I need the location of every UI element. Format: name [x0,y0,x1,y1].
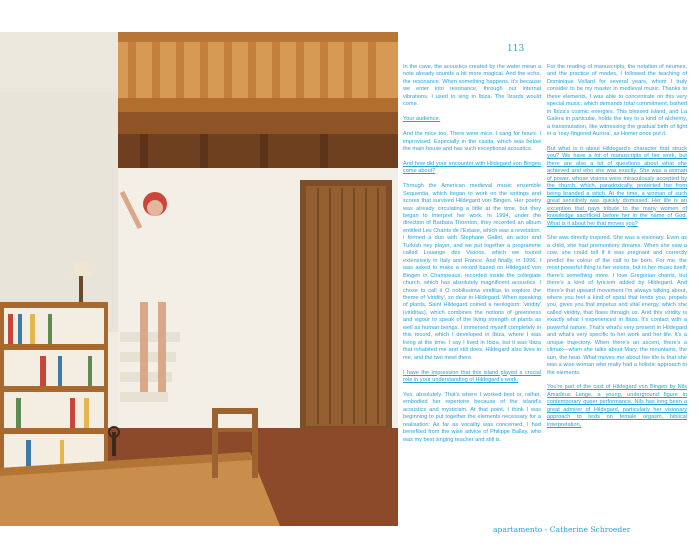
text-column-left [403,64,541,451]
answer-paragraph: Yes, absolutely. That's where I worked best or, rather, embodied her repertoire because of the island's acoustics and mysticism. At that point, I think I was beginning to put together the elements necessary for a realisation: As far as vocality was concerned, I had benefited from the wise advice of Philippe Ballay, who was my best singing teacher and still is. [403,391,541,443]
question-paragraph: And how did your encounter with Hildegard von Bingen come about? [403,160,541,175]
question-paragraph: I have the impression that this island played a crucial role in your understanding of Hildegard's work. [403,369,541,383]
bookshelf [0,302,108,482]
question-paragraph: You're part of the cast of Hildegard von Bingen by Nils Amadeus Lange, a young, underground figure in contemporary queer performance. Nils has long been a great admirer of Hildegard, particularly her visionary approach to texts on female orgasm, biblical interpretation, [547,384,687,428]
answer-paragraph: She was directly inspired. She was a visionary. Even as a child, she had premonitory dreams. When she saw a cow, she could tell if it was pregnant and correctly predict the colour of the calf to be born. For me, the most powerful thing is her visions, but in her music itself, there's something more. I love Gregorian chants, but there's a kind of lyricism added by Hildegard. And there's that upward movement I'm always talking about, where you feel a kind of spiral that lends you, propels you, gives you that impetus and vital energy, which she called viridity, that flows through us. And this viridity is exactly what I experienced in Ibiza. It's contact with a powerful nature. That's what's very present in Hildegard and what's very specific to her work and her life. It's a unique trajectory. When there's an ascent, there's a climax—when she talks about Mary, the mountains, the sun, the heat. What moves me about her life is that she was a wise woman who really had a holistic approach to the elements. [547,235,687,376]
question-paragraph: But what is it about Hildegard's character that struck you? We have a lot of manuscripts of her work, but there are also a lot of questions about what she achieved and who she was exactly. She was a woman of power, whose visions were miraculously accepted by the church, which, paradoxically, protected her from being branded a witch. At the time, a woman of such great sensitivity was quickly dismissed. Her life is an exception that pays tribute to the many women of knowledge sacrificed before her in the name of God. What is it about her that moves you? [547,145,687,227]
question-paragraph: Your audience. [403,116,441,123]
answer-paragraph: For the reading of manuscripts, the notation of neumes, and the practice of modes, I followed the teaching of Dominique Vellard for several years, whom I truly consider to be my master in medieval music. Thanks to these elements, I was able to concentrate on this very special music, which demands total commitment, bathed in Ibiza's cosmic energies. This blessed island, and La Galera in particular, holds the key to a kind of alchemy, a transmutation, like witnessing the gradual birth of light in a 'rosy-fingered Aurora', as Homer once put it. [547,64,687,138]
interior-photograph [0,32,398,526]
wooden-door [300,180,392,430]
page-footer: apartamento - Catherine Schroeder [493,525,631,534]
answer-paragraph: And the mice too. There were mice. I sang for hours. I improvised. Especially in the casita, which was below the main house and has such exceptional acoustics. [403,131,541,152]
interior-scene-illustration [0,32,398,526]
answer-paragraph: Through the American medieval music ensemble Sequentia, which began to work on the writings and scores that survived Hildegard von Bingen. Her poetry was already circulating a little at the time, but they began to interpret her work. In 1994, under the direction of Barbara Thornton, they recorded an album entitled Les Chants de l'Extase, which was a revelation. I formed a duo with Stephane Gallet, an actor and Turkish ney player, and we put together a programme called Louange des Visions, which we toured extensively in Italy and France. And finally, in 1996, I was asked to make a record based on Hildegard von Bingen in Champeaux, recorded inside the collegiate church, which has absolutely magnificent acoustics. I chose to call it O nobilissima viriditas to explore the theme of 'viridity', so dear to Hildegard. When speaking of plants, Saint Hildegard coined a neologism: 'viridity' (viriditas), which combines the notions of greenness and vigour to speak of the living strength of plants as well as human beings. I immersed myself completely in this record, which I developed in Ibiza, where I was living at the time. I say I lived in Ibiza, but it was Ibiza that inhabited me and still does. Hildegard also lives in me, and the two meet there. [403,183,541,361]
page-number: 113 [507,44,525,54]
wooden-mezzanine [118,32,398,168]
answer-paragraph: In the cave, the acoustics created by the water mean a note already sounds a bit more magical. And the echo, the resonance. When something happens, it's because we enter into resonance, through our internal vibrations. I used to sing in Ibiza. The lizards would come. [403,64,541,108]
text-column-right [547,64,687,437]
